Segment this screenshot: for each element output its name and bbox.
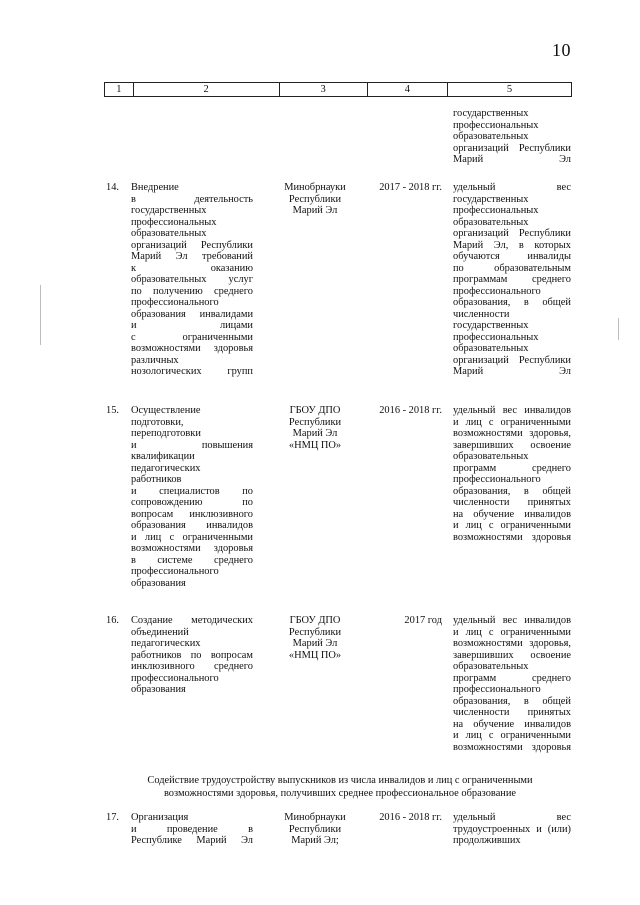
text-word: Эл, <box>493 239 509 251</box>
text-line <box>453 182 571 194</box>
text-word: среднего <box>214 554 253 566</box>
text-word: в <box>248 823 253 835</box>
text-word: вопросам <box>131 508 174 520</box>
text-word: возможностями <box>453 531 523 543</box>
text-word: Эл <box>559 366 571 377</box>
text-word: Эл <box>241 835 253 846</box>
text-line: численности <box>453 308 510 320</box>
text-word: и <box>453 730 459 741</box>
text-line <box>453 274 571 286</box>
text-word: ограниченными <box>500 416 571 428</box>
text-word: здоровья, <box>529 428 571 439</box>
text-word: Республики <box>518 228 571 239</box>
text-line <box>453 730 571 742</box>
text-line: профессиональных <box>453 331 539 343</box>
row-16-number: 16. <box>106 615 119 626</box>
text-line <box>131 309 253 321</box>
text-word: на <box>453 508 464 520</box>
text-line: профессионального <box>131 566 219 577</box>
text-word: программам <box>453 274 508 285</box>
row-16-action <box>131 615 253 696</box>
text-word: ограниченными <box>500 730 571 741</box>
row-16-period: 2017 год <box>404 615 442 626</box>
text-word: вес <box>556 182 571 193</box>
text-word: завершивших <box>453 649 514 661</box>
row-14-number: 14. <box>106 182 119 193</box>
text-word: возможностями <box>453 428 523 439</box>
text-word: удельный <box>453 812 496 823</box>
text-word: Марий <box>453 366 484 377</box>
text-word: здоровья <box>531 741 571 753</box>
text-word: организаций <box>453 228 509 239</box>
text-line: образования <box>131 577 186 589</box>
row-14-executor <box>272 182 358 217</box>
text-word: Республике <box>131 835 182 846</box>
text-line <box>453 143 571 155</box>
text-word: на <box>453 718 464 730</box>
text-word: организаций <box>131 239 187 251</box>
text-word: и <box>453 626 459 638</box>
text-word: общей <box>542 297 571 308</box>
text-word: ограниченными <box>182 531 253 543</box>
text-line <box>453 297 571 309</box>
text-line: профессиональных <box>131 216 217 228</box>
text-word: численности <box>453 707 510 718</box>
text-word: деятельность <box>194 193 253 205</box>
text-word: с <box>488 416 494 428</box>
text-line: педагогических <box>131 638 201 649</box>
text-word: в <box>518 239 524 251</box>
text-line <box>131 251 253 263</box>
text-line <box>131 532 253 544</box>
text-word: лиц <box>465 626 482 638</box>
text-word: в <box>523 695 529 707</box>
text-word: требований <box>201 251 253 262</box>
text-word: по <box>242 497 253 508</box>
text-word: образования <box>131 308 186 320</box>
text-word: по <box>131 285 142 297</box>
text-word: по <box>242 485 253 497</box>
text-line <box>453 673 571 685</box>
text-word: возможностями <box>131 543 201 554</box>
text-word: ограниченными <box>182 331 253 343</box>
text-word: удельный <box>453 615 496 626</box>
text-line: профессионального <box>131 672 219 684</box>
text-line: Минобрнауки <box>284 182 346 193</box>
text-word: среднего <box>532 462 571 474</box>
text-line: Осуществление <box>131 405 201 416</box>
text-word: освоение <box>530 649 571 661</box>
text-word: среднего <box>532 274 571 285</box>
text-word: нозологических <box>131 366 202 377</box>
row-17-indicator <box>453 812 571 847</box>
text-word: образовательных <box>131 274 207 285</box>
text-word: Эл <box>559 154 571 165</box>
header-col-5: 5 <box>506 84 513 95</box>
scan-artifact-right <box>618 318 619 340</box>
text-word: вес <box>502 405 518 416</box>
text-word: вопросам <box>210 649 253 661</box>
text-line <box>131 661 253 673</box>
text-line: Республики <box>288 626 342 638</box>
text-line <box>453 251 571 263</box>
text-word: образования, <box>453 297 511 308</box>
row-14-indicator <box>453 182 571 378</box>
text-word: среднего <box>532 672 571 684</box>
text-word: по <box>453 262 464 274</box>
text-word: принятых <box>527 497 571 508</box>
text-line: образовательных <box>453 343 529 354</box>
text-line <box>453 154 571 166</box>
text-word: с <box>488 626 494 638</box>
text-line: квалификации <box>131 451 195 462</box>
text-line: возможностями здоровья, получивших среднее профессиональное образование <box>163 788 517 799</box>
row-15-indicator <box>453 405 571 543</box>
text-word: возможностями <box>453 741 523 753</box>
text-line <box>453 742 571 754</box>
text-line: профессиональных <box>453 119 539 131</box>
text-line: объединений <box>131 626 189 638</box>
text-line: переподготовки <box>131 428 201 439</box>
text-word: и <box>453 520 459 531</box>
text-line: профессионального <box>453 285 541 297</box>
table-header-row <box>104 82 572 97</box>
text-word: программ <box>453 462 497 474</box>
text-word: по <box>190 649 202 661</box>
text-word: инклюзивного <box>189 508 253 520</box>
text-word: Марий <box>453 154 484 165</box>
row-16-indicator <box>453 615 571 753</box>
text-line <box>453 486 571 498</box>
text-word: удельный <box>453 405 496 416</box>
text-word: здоровья <box>213 543 253 554</box>
text-line: образовательных <box>453 661 529 672</box>
text-word: с <box>488 520 494 531</box>
text-line <box>453 824 571 836</box>
text-word: ограниченными <box>500 520 571 531</box>
text-line <box>453 428 571 440</box>
text-line: Республики <box>288 823 342 835</box>
header-col-4: 4 <box>368 83 448 96</box>
text-line <box>131 555 253 567</box>
text-line <box>453 417 571 429</box>
text-word: групп <box>227 366 253 377</box>
text-line: «НМЦ ПО» <box>288 649 342 661</box>
text-word: и <box>536 823 542 835</box>
row-15-number: 15. <box>106 405 119 416</box>
text-word: завершивших <box>453 439 514 451</box>
text-word: здоровья <box>531 531 571 543</box>
text-line <box>131 497 253 509</box>
text-line <box>453 463 571 475</box>
text-word: и <box>453 416 459 428</box>
text-word: вес <box>556 812 571 823</box>
text-line: Республики <box>288 416 342 428</box>
text-line: продолживших <box>453 835 521 846</box>
text-word: образования <box>131 520 186 531</box>
text-line: Марий Эл <box>292 205 338 216</box>
text-word: возможностями <box>131 343 201 354</box>
text-line <box>131 824 253 836</box>
text-word: обучение <box>473 508 515 520</box>
row-17-number: 17. <box>106 812 119 823</box>
text-line: Марий Эл; <box>291 835 339 846</box>
text-word: Марий <box>131 251 162 262</box>
text-word: Эл <box>175 251 188 262</box>
text-word: в <box>131 554 136 566</box>
text-line: образовательных <box>131 228 207 239</box>
text-word: и <box>131 823 137 835</box>
text-word: образования, <box>453 485 511 497</box>
text-word: Республики <box>518 354 571 366</box>
text-word: общей <box>542 485 571 497</box>
text-line <box>131 240 253 252</box>
text-line <box>131 274 253 286</box>
text-word: и <box>131 320 137 331</box>
text-word: среднего <box>214 661 253 672</box>
text-word: услуг <box>228 274 253 285</box>
text-line <box>453 615 571 627</box>
text-word: Марий <box>196 835 227 846</box>
text-word: специалистов <box>159 485 220 497</box>
text-word: работников <box>131 649 182 661</box>
text-word: и <box>131 439 137 451</box>
text-word: которых <box>534 239 571 251</box>
text-word: получению <box>153 285 203 297</box>
text-line <box>131 509 253 521</box>
text-line <box>453 405 571 417</box>
text-line: работников <box>131 474 182 485</box>
text-line: педагогических <box>131 462 201 474</box>
text-word: освоение <box>530 439 571 451</box>
text-line: государственных <box>453 320 529 331</box>
text-word: лиц <box>465 416 482 428</box>
text-word: инвалидов <box>524 615 571 626</box>
text-word: лиц <box>465 520 482 531</box>
text-word: (или) <box>547 823 571 835</box>
text-line: государственных <box>131 205 207 216</box>
text-line <box>453 638 571 650</box>
carryover-indicator <box>453 108 571 166</box>
text-word: к <box>131 262 137 274</box>
text-word: инвалидами <box>199 308 253 320</box>
text-line: различных <box>131 354 179 366</box>
text-line: государственных <box>453 108 529 119</box>
text-word: инвалидов <box>524 718 571 730</box>
page-number: 10 <box>552 40 571 60</box>
text-line <box>131 366 253 378</box>
text-word: обучаются <box>453 251 500 262</box>
text-word: инвалиды <box>527 251 571 262</box>
text-line: ГБОУ ДПО <box>289 615 341 626</box>
text-word: инвалидов <box>206 520 253 531</box>
text-word: лицами <box>219 320 253 331</box>
row-14-action <box>131 182 253 378</box>
text-line <box>453 627 571 639</box>
text-line <box>131 320 253 332</box>
text-word: с <box>131 331 136 343</box>
text-line <box>131 520 253 532</box>
text-line <box>131 263 253 275</box>
row-17-executor <box>272 812 358 847</box>
text-line <box>453 509 571 521</box>
section-heading <box>120 774 560 800</box>
text-line <box>131 615 253 627</box>
text-word: численности <box>453 497 510 508</box>
text-line <box>453 366 571 378</box>
text-line <box>453 355 571 367</box>
row-17-action <box>131 812 253 847</box>
header-col-1: 1 <box>105 83 134 96</box>
text-line: образования <box>131 684 186 695</box>
text-line <box>453 240 571 252</box>
text-word: и <box>131 485 137 497</box>
text-line <box>131 194 253 206</box>
text-line <box>453 440 571 452</box>
row-15-action <box>131 405 253 589</box>
text-line <box>131 543 253 555</box>
text-word: с <box>169 531 175 543</box>
text-word: здоровья <box>213 343 253 354</box>
text-word: инклюзивного <box>131 661 195 672</box>
text-word: инвалидов <box>524 405 571 416</box>
text-line <box>131 440 253 452</box>
header-col-3: 3 <box>280 83 368 96</box>
header-col-2: 2 <box>134 83 280 96</box>
text-line: «НМЦ ПО» <box>288 439 342 451</box>
text-word: здоровья, <box>529 638 571 649</box>
text-line: Республики <box>288 193 342 205</box>
text-word: оказанию <box>210 262 253 274</box>
text-word: организаций <box>453 354 509 366</box>
text-word: в <box>131 193 136 205</box>
text-line: Минобрнауки <box>284 812 346 823</box>
text-line <box>453 719 571 731</box>
text-word: вес <box>502 615 518 626</box>
text-word: в <box>523 485 529 497</box>
text-line: образовательных <box>453 131 529 142</box>
text-word: с <box>488 730 494 741</box>
text-line <box>453 650 571 662</box>
text-line: профессиональных <box>453 205 539 216</box>
text-line <box>131 486 253 498</box>
row-14-period: 2017 - 2018 гг. <box>379 182 442 193</box>
text-line: Внедрение <box>131 182 179 193</box>
text-line: Организация <box>131 812 189 823</box>
text-word: среднего <box>214 285 253 297</box>
text-line: государственных <box>453 193 529 205</box>
text-word: организаций <box>453 142 509 154</box>
text-line: подготовки, <box>131 416 184 428</box>
text-line <box>131 650 253 662</box>
text-line <box>453 263 571 275</box>
text-line: профессионального <box>131 297 219 308</box>
text-line: Содействие трудоустройству выпускников из числа инвалидов и лиц с ограниченными <box>147 775 533 786</box>
text-word: Республики <box>200 239 253 251</box>
text-line <box>131 835 253 847</box>
text-line <box>131 332 253 344</box>
text-word: программ <box>453 672 497 684</box>
row-15-executor <box>272 405 358 451</box>
scan-artifact-left <box>40 285 41 345</box>
text-word: системе <box>157 554 193 566</box>
text-word: проведение <box>166 823 218 835</box>
text-line <box>453 707 571 719</box>
text-line <box>453 228 571 240</box>
text-line: Марий Эл <box>292 638 338 649</box>
text-word: ограниченными <box>500 626 571 638</box>
text-line: образовательных <box>453 216 529 228</box>
text-word: трудоустроенных <box>453 823 531 835</box>
text-word: образовательным <box>494 262 571 274</box>
text-word: в <box>523 297 529 308</box>
text-word: лиц <box>144 531 162 543</box>
text-word: общей <box>542 695 571 707</box>
text-word: Республики <box>518 142 571 154</box>
text-word: повышения <box>201 439 253 451</box>
text-word: возможностями <box>453 638 523 649</box>
text-word: инвалидов <box>524 508 571 520</box>
row-15-period: 2016 - 2018 гг. <box>379 405 442 416</box>
text-word: методических <box>191 615 253 626</box>
text-word: принятых <box>527 707 571 718</box>
text-line <box>131 343 253 355</box>
row-17-period: 2016 - 2018 гг. <box>379 812 442 823</box>
text-line: ГБОУ ДПО <box>289 405 341 416</box>
text-word: обучение <box>473 718 515 730</box>
text-line: Марий Эл <box>292 428 338 439</box>
text-word: сопровождению <box>131 497 203 508</box>
text-word: Марий <box>453 239 484 251</box>
row-16-executor <box>272 615 358 661</box>
text-word: образования, <box>453 695 511 707</box>
text-line: образовательных <box>453 451 529 462</box>
text-word: и <box>131 531 137 543</box>
text-line <box>131 286 253 298</box>
text-line <box>453 812 571 824</box>
text-line <box>453 520 571 532</box>
text-word: лиц <box>465 730 482 741</box>
text-word: Создание <box>131 615 173 626</box>
text-line: профессионального <box>453 474 541 485</box>
text-word: удельный <box>453 182 496 193</box>
text-line <box>453 497 571 509</box>
text-line <box>453 532 571 544</box>
text-line: профессионального <box>453 684 541 695</box>
text-line <box>453 696 571 708</box>
